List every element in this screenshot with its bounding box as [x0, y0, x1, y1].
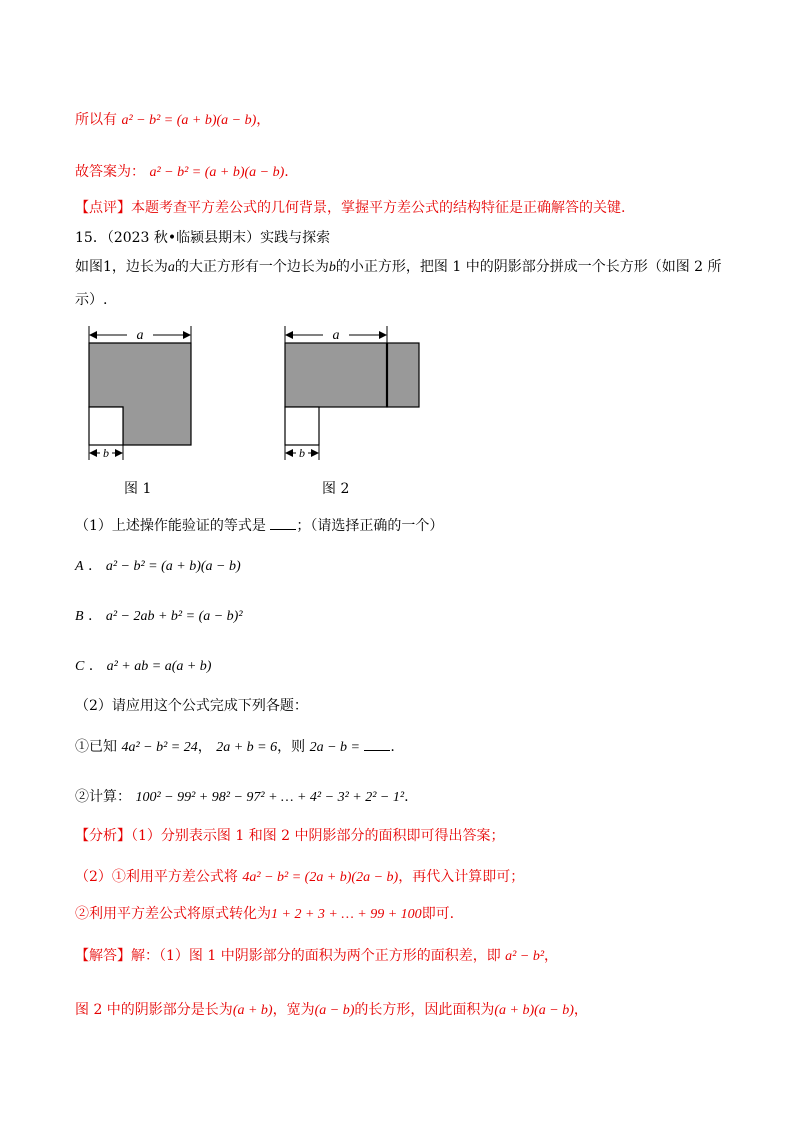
formula: 2a + b = 6 [216, 740, 278, 755]
option-c [75, 656, 211, 677]
answer-text: 故答案为： [75, 164, 145, 180]
text: ；（请选择正确的一个） [296, 518, 444, 534]
text: ，则 [277, 739, 306, 755]
figure-1-caption: 图 1 [124, 481, 152, 497]
figure-1 [80, 318, 210, 468]
formula: a² − b² = (a + b)(a − b) [149, 165, 285, 180]
question-title: 15．（2023 秋•临颍县期末）实践与探索 [75, 230, 331, 246]
text: ，再代入计算即可； [398, 869, 525, 885]
option-a [75, 556, 241, 577]
text: 【解答】解：（1）图 1 中阴影部分的面积为两个正方形的面积差，即 [75, 948, 501, 964]
punct: . [83, 608, 102, 624]
option-label: B [75, 609, 84, 624]
formula: 4a² − b² = 24 [121, 740, 198, 755]
conclusion-line [75, 110, 270, 131]
punct: ， [573, 1002, 588, 1018]
option-b [75, 606, 243, 627]
punct: . [390, 739, 395, 755]
punct: . [404, 789, 409, 805]
text: ①已知 [75, 739, 117, 755]
text: 的小正方形，把图 1 中的阴影部分拼成一个长方形（如图 2 所 [335, 259, 722, 275]
part-2: （2）请应用这个公式完成下列各题： [75, 698, 308, 714]
shaded-rect-left [285, 343, 387, 407]
shaded-rect-right [387, 343, 419, 407]
comment-line: 【点评】本题考查平方差公式的几何背景，掌握平方差公式的结构特征是正确解答的关键. [75, 200, 626, 216]
question-text-1 [75, 257, 722, 278]
analysis-1: 【分析】（1）分别表示图 1 和图 2 中阴影部分的面积即可得出答案； [75, 828, 505, 844]
small-square [89, 407, 123, 445]
punct: ， [256, 112, 271, 128]
figure-2 [276, 318, 426, 468]
small-square [285, 407, 319, 445]
analysis-3 [75, 904, 454, 925]
part-1 [75, 516, 443, 536]
formula: (a − b) [314, 1003, 355, 1018]
text: （1）上述操作能验证的等式是 [75, 518, 266, 534]
formula: 4a² − b² = (2a + b)(2a − b) [242, 870, 399, 885]
conclusion-text: 所以有 [75, 112, 117, 128]
text: 如图1，边长为 [75, 259, 168, 275]
label-a: a [136, 328, 144, 343]
formula: 2a − b = [309, 740, 360, 755]
formula: 100² − 99² + 98² − 97² + … + 4² − 3² + 2² − 1² [135, 790, 405, 805]
part-2-1 [75, 737, 395, 758]
answer-line [75, 162, 289, 183]
formula: 1 + 2 + 3 + … + 99 + 100 [271, 907, 422, 922]
option-label: C [75, 659, 85, 674]
text: 即可. [421, 906, 455, 922]
punct: . [284, 164, 289, 180]
solution-1 [75, 946, 558, 967]
formula: a² − b² [505, 949, 545, 964]
label-b: b [103, 446, 109, 460]
punct: ， [544, 948, 559, 964]
text: ，宽为 [272, 1002, 315, 1018]
analysis-2 [75, 867, 524, 888]
text: 的大正方形有一个边长为 [174, 259, 329, 275]
formula: (a + b) [232, 1003, 273, 1018]
label-a: a [332, 328, 340, 343]
solution-2 [75, 1000, 588, 1021]
formula: a² − b² = (a + b)(a − b) [121, 113, 257, 128]
var-b: b [328, 260, 336, 275]
punct: . [84, 658, 103, 674]
figure-2-caption: 图 2 [322, 481, 350, 497]
formula: a² − 2ab + b² = (a − b)² [105, 609, 243, 624]
label-b: b [299, 446, 305, 460]
formula: (a + b)(a − b) [494, 1003, 574, 1018]
var-a: a [167, 260, 175, 275]
text: （2）①利用平方差公式将 [75, 869, 238, 885]
punct: ， [197, 739, 212, 755]
option-label: A [75, 559, 84, 574]
formula: a² + ab = a(a + b) [106, 659, 212, 674]
answer-blank [364, 738, 390, 751]
text: 图 2 中的阴影部分是长为 [75, 1002, 233, 1018]
text: ②计算： [75, 789, 131, 805]
text: ②利用平方差公式将原式转化为 [75, 906, 271, 922]
text: 的长方形，因此面积为 [354, 1002, 495, 1018]
answer-blank [270, 517, 296, 530]
punct: . [83, 558, 102, 574]
formula: a² − b² = (a + b)(a − b) [105, 559, 241, 574]
part-2-2 [75, 787, 409, 808]
question-text-2: 示）. [75, 292, 108, 308]
